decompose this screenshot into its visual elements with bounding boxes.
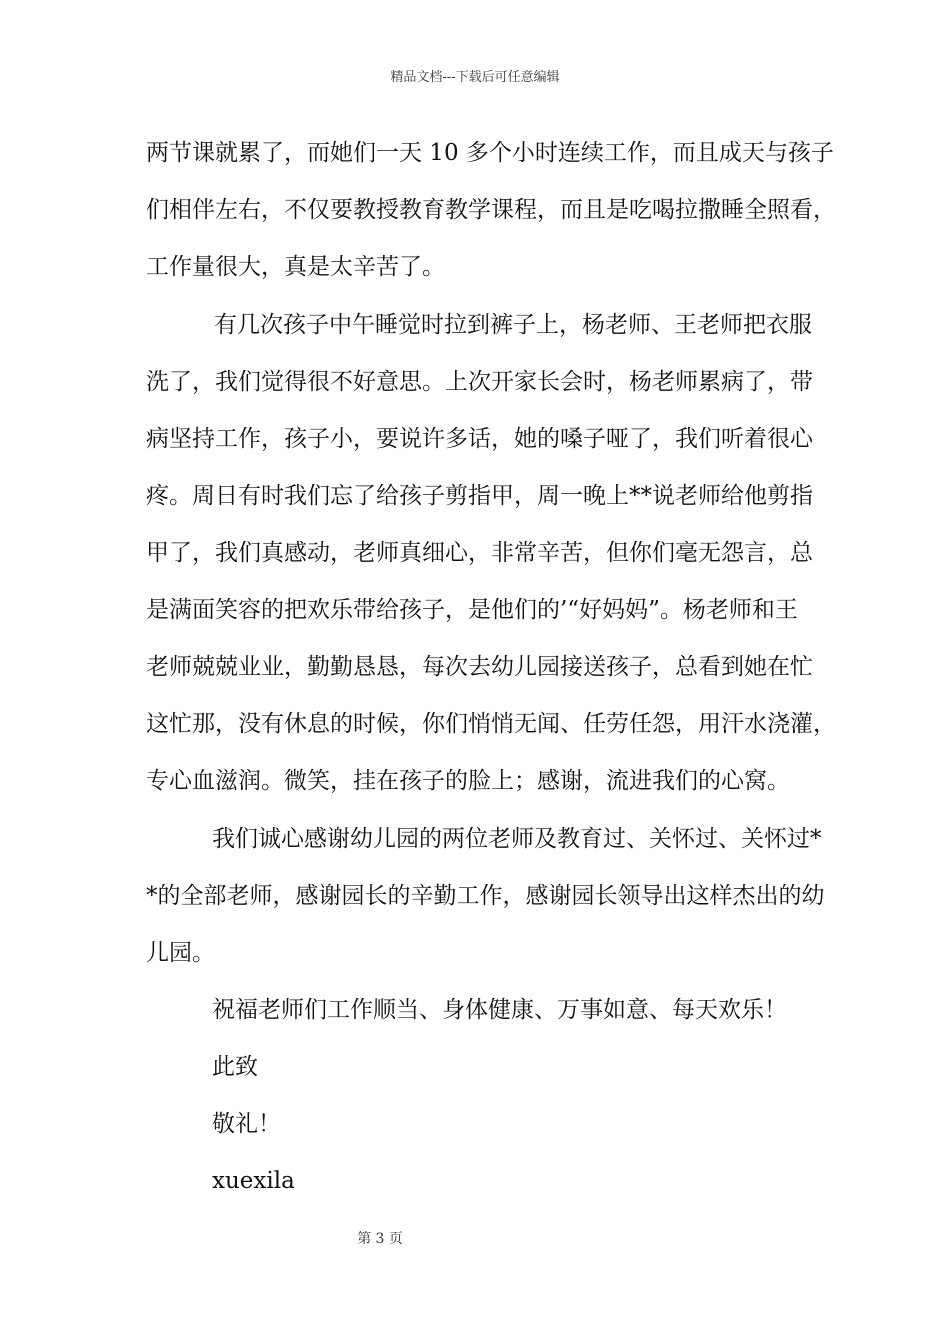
body-line-15: 儿园。: [146, 940, 215, 966]
body-line-14: *的全部老师，感谢园长的辛勤工作，感谢园长领导出这样杰出的幼: [146, 883, 825, 909]
salutation-line: 敬礼！: [212, 1111, 281, 1137]
body-line-6: 病坚持工作，孩子小，要说许多话，她的嗓子哑了，我们听着很心: [146, 426, 813, 452]
body-line-3: 工作量很大，真是太辛苦了。: [146, 254, 445, 280]
body-line-9: 是满面笑容的把欢乐带给孩子，是他们的’“好妈妈”。杨老师和王: [146, 597, 798, 623]
body-line-1: 两节课就累了，而她们一天 10 多个小时连续工作，而且成天与孩子: [146, 140, 834, 166]
body-line-11: 这忙那，没有休息的时候，你们悄悄无闻、任劳任怨，用汗水浇灌，: [146, 711, 836, 737]
body-line-2: 们相伴左右，不仅要教授教育教学课程，而且是吃喝拉撒睡全照看，: [146, 197, 836, 223]
body-line-13: 我们诚心感谢幼儿园的两位老师及教育过、关怀过、关怀过*: [212, 826, 822, 852]
body-line-12: 专心血滋润。微笑，挂在孩子的脸上；感谢，流进我们的心窝。: [146, 768, 790, 794]
body-line-10: 老师兢兢业业，勤勤恳恳，每次去幼儿园接送孩子，总看到她在忙: [146, 654, 813, 680]
closing-line: 此致: [212, 1054, 258, 1080]
blessing-line: 祝福老师们工作顺当、身体健康、万事如意、每天欢乐！: [212, 997, 787, 1023]
signature-line: xuexila: [212, 1168, 295, 1194]
body-line-4: 有几次孩子中午睡觉时拉到裤子上，杨老师、王老师把衣服: [214, 312, 812, 338]
body-line-7: 疼。周日有时我们忘了给孩子剪指甲，周一晚上**说老师给他剪指: [146, 483, 813, 509]
page-header: 精品文档---下载后可任意编辑: [390, 70, 560, 85]
page-number: 第 3 页: [357, 1231, 403, 1247]
body-line-8: 甲了，我们真感动，老师真细心，非常辛苦，但你们毫无怨言，总: [146, 540, 813, 566]
body-line-5: 洗了，我们觉得很不好意思。上次开家长会时，杨老师累病了，带: [146, 369, 813, 395]
